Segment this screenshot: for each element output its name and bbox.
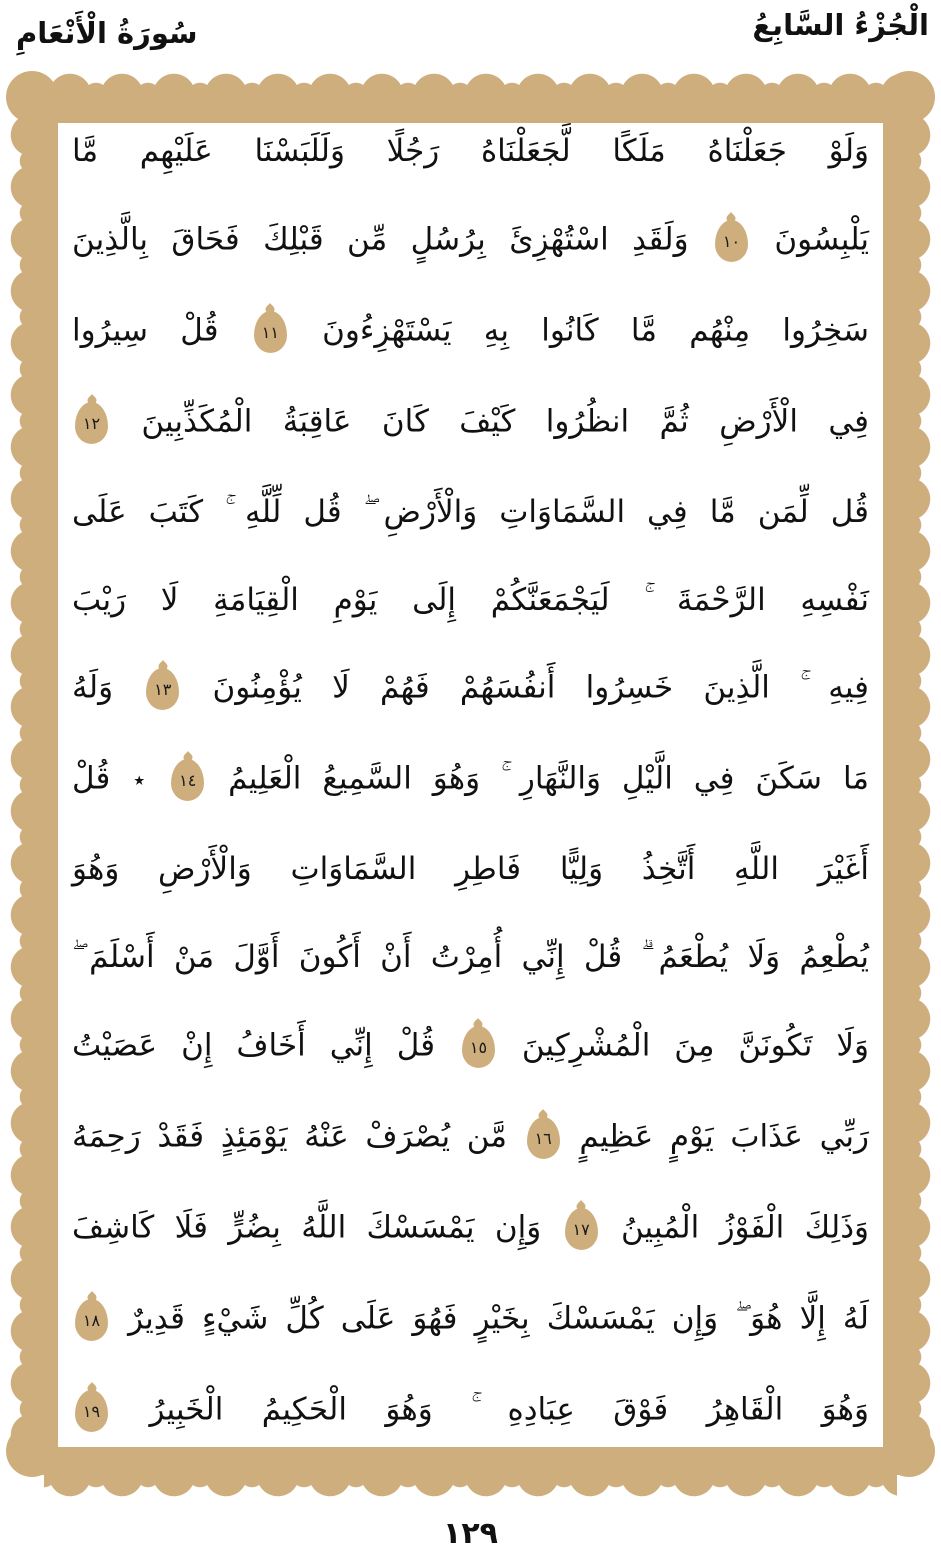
quran-line [72,220,869,262]
frame-corner-bottom-left [883,1425,935,1477]
verse-text: مَا سَكَنَ فِي الَّيْلِ وَالنَّهَارِ ۚ وَهُوَ السَّمِيعُ الْعَلِيمُ [228,760,870,797]
verse-text: نَفْسِهِ الرَّحْمَةَ ۚ لَيَجْمَعَنَّكُمْ إِلَى يَوْمِ الْقِيَامَةِ لَا رَيْبَ [72,581,869,618]
verse-text: أَغَيْرَ اللَّهِ أَتَّخِذُ وَلِيًّا فَاطِرِ السَّمَاوَاتِ وَالْأَرْضِ وَهُوَ [72,851,869,888]
verse-text: وَلَوْ جَعَلْنَاهُ مَلَكًا لَّجَعَلْنَاهُ رَجُلًا وَلَلَبَسْنَا عَلَيْهِم مَّا [72,133,869,169]
quran-line [72,581,869,620]
quran-line [72,1208,869,1250]
verse-text: قُلْ [72,760,111,797]
frame-scallop-bottom-edge [44,1475,897,1505]
quran-line [72,1390,869,1432]
frame-scallop-right-edge [909,109,939,1461]
verse-number-ornament: ١٦ [527,1117,560,1159]
frame-corner-bottom-right [6,1425,58,1477]
verse-text: وَإِن يَمْسَسْكَ اللَّهُ بِضُرٍّ فَلَا كَاشِفَ [72,1209,542,1246]
hizb-star-icon: ٭ [133,767,146,793]
verse-text: قُل لِّمَن مَّا فِي السَّمَاوَاتِ وَالْأَرْضِ ۖ قُل لِّلَّهِ ۚ كَتَبَ عَلَى [72,493,869,530]
quran-line [72,668,869,710]
quran-line [72,938,869,977]
quran-line [72,1117,869,1159]
quran-line [72,132,869,171]
juz-title: الْجُزْءُ السَّابِعُ [752,8,929,42]
verse-text: مَّن يُصْرَفْ عَنْهُ يَوْمَئِذٍ فَقَدْ رَحِمَهُ [72,1118,507,1155]
verse-text: فِيهِ ۚ الَّذِينَ خَسِرُوا أَنفُسَهُمْ فَهُمْ لَا يُؤْمِنُونَ [212,669,870,706]
verse-text: وَهُوَ الْقَاهِرُ فَوْقَ عِبَادِهِ ۚ وَهُوَ الْحَكِيمُ الْخَبِيرُ [149,1391,870,1428]
quran-line [72,1299,869,1341]
verse-text: قُلْ سِيرُوا [72,312,219,349]
verse-number-ornament: ١١ [254,311,287,353]
quran-line [72,850,869,889]
frame-corner-top-right [6,71,58,123]
verse-number-ornament: ١٧ [565,1208,598,1250]
verse-number-ornament: ١٠ [715,220,748,262]
surah-title: سُورَةُ الْأَنْعَامِ [16,16,198,50]
frame-corner-top-left [883,71,935,123]
verse-number-ornament: ١٢ [75,402,108,444]
verse-text: سَخِرُوا مِنْهُم مَّا كَانُوا بِهِ يَسْتَهْزِءُونَ [322,312,870,349]
verse-number-ornament: ١٣ [146,668,179,710]
verse-number-ornament: ١٥ [462,1026,495,1068]
verse-text: وَلَهُ [72,669,114,706]
quran-line [72,1026,869,1068]
quran-line [72,311,869,353]
verse-text: وَلَا تَكُونَنَّ مِنَ الْمُشْرِكِينَ [521,1027,869,1064]
quran-line [72,402,869,444]
verse-text: قُلْ إِنِّي أَخَافُ إِنْ عَصَيْتُ [72,1027,436,1064]
verse-number-ornament: ١٩ [75,1390,108,1432]
page-number: ١٢٩ [443,1516,498,1551]
verse-text: وَذَلِكَ الْفَوْزُ الْمُبِينُ [620,1209,869,1246]
verse-text: يَلْبِسُونَ [774,221,870,258]
verse-text: لَهُ إِلَّا هُوَ ۖ وَإِن يَمْسَسْكَ بِخَيْرٍ فَهُوَ عَلَى كُلِّ شَيْءٍ قَدِيرٌ [128,1300,869,1337]
verse-text: رَبِّي عَذَابَ يَوْمٍ عَظِيمٍ [579,1118,870,1155]
verse-text: وَلَقَدِ اسْتُهْزِئَ بِرُسُلٍ مِّن قَبْلِكَ فَحَاقَ بِالَّذِينَ [72,221,689,258]
quran-text-area [72,132,869,1432]
quran-line [72,493,869,532]
frame-scallop-top-edge [44,65,897,95]
frame-scallop-left-edge [2,109,32,1461]
verse-text: يُطْعِمُ وَلَا يُطْعَمُ ۗ قُلْ إِنِّي أُمِرْتُ أَنْ أَكُونَ أَوَّلَ مَنْ أَسْلَمَ ۖ [72,939,869,976]
verse-number-ornament: ١٨ [75,1299,108,1341]
quran-line [72,759,869,801]
verse-number-ornament: ١٤ [171,759,204,801]
verse-text: فِي الْأَرْضِ ثُمَّ انظُرُوا كَيْفَ كَانَ عَاقِبَةُ الْمُكَذِّبِينَ [141,403,869,440]
